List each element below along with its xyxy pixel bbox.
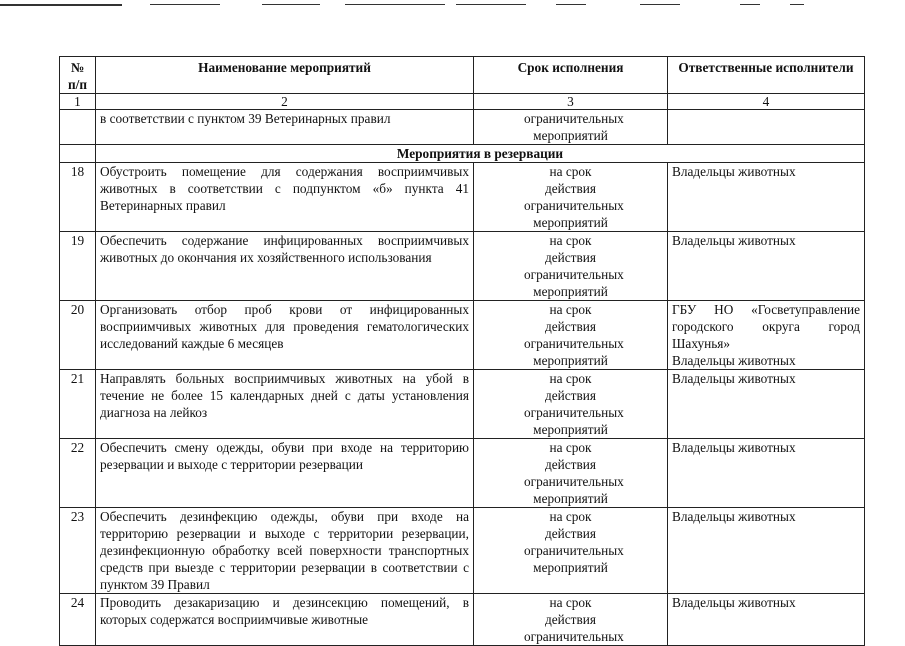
row-num: 23 [60, 508, 96, 594]
header-responsible: Ответственные исполнители [668, 57, 865, 94]
row-term: на срок действия ограничительных мероприятий [474, 370, 668, 439]
table-row [60, 301, 865, 370]
row-responsible: Владельцы животных [668, 232, 865, 301]
row-term: на срок действия ограничительных мероприятий [474, 301, 668, 370]
row-name: Проводить дезакаризацию и дезинсекцию помещений, в которых содержатся восприимчивые животные [96, 594, 474, 646]
row-responsible: Владельцы животных [668, 163, 865, 232]
column-index: 1 [60, 94, 96, 110]
row-responsible [668, 110, 865, 145]
row-num: 19 [60, 232, 96, 301]
header-name: Наименование мероприятий [96, 57, 474, 94]
table-row [60, 163, 865, 232]
row-num: 18 [60, 163, 96, 232]
row-name: Обеспечить дезинфекцию одежды, обуви при входе на территорию резервации и выходе с территории резервации, дезинфекционную обработку всей поверхности транспортных средств при выезде с территории резервации в соответствии с пунктом 39 Правил [96, 508, 474, 594]
table-header-row [60, 57, 865, 94]
row-term: на срок действия ограничительных мероприятий [474, 508, 668, 594]
column-index: 4 [668, 94, 865, 110]
row-name: в соответствии с пунктом 39 Ветеринарных правил [96, 110, 474, 145]
row-num [60, 110, 96, 145]
row-num: 24 [60, 594, 96, 646]
row-term: на срок действия ограничительных [474, 594, 668, 646]
table-row [60, 370, 865, 439]
table-row [60, 232, 865, 301]
header-term: Срок исполнения [474, 57, 668, 94]
row-name: Организовать отбор проб крови от инфицированных восприимчивых животных для проведения гематологических исследований каждые 6 месяцев [96, 301, 474, 370]
row-num: 20 [60, 301, 96, 370]
row-name: Обустроить помещение для содержания восприимчивых животных в соответствии с подпунктом «б» пункта 41 Ветеринарных правил [96, 163, 474, 232]
row-term: ограничительных мероприятий [474, 110, 668, 145]
row-num: 22 [60, 439, 96, 508]
table-row [60, 594, 865, 646]
column-index-row [60, 94, 865, 110]
row-responsible: Владельцы животных [668, 594, 865, 646]
section-num-cell [60, 145, 96, 163]
table-row [60, 110, 865, 145]
column-index: 2 [96, 94, 474, 110]
row-term: на срок действия ограничительных мероприятий [474, 439, 668, 508]
row-term: на срок действия ограничительных мероприятий [474, 163, 668, 232]
row-responsible: Владельцы животных [668, 508, 865, 594]
section-header-row [60, 145, 865, 163]
row-responsible [668, 301, 865, 370]
row-responsible: Владельцы животных [668, 439, 865, 508]
row-term: на срок действия ограничительных мероприятий [474, 232, 668, 301]
table-row [60, 439, 865, 508]
header-num: № п/п [60, 57, 96, 94]
row-name: Направлять больных восприимчивых животных на убой в течение не более 15 календарных дней с даты установления диагноза на лейкоз [96, 370, 474, 439]
measures-table [59, 56, 865, 646]
responsible-owners: Владельцы животных [672, 353, 796, 368]
row-name: Обеспечить содержание инфицированных восприимчивых животных до окончания их хозяйственного использования [96, 232, 474, 301]
section-title: Мероприятия в резервации [96, 145, 865, 163]
column-index: 3 [474, 94, 668, 110]
table-row [60, 508, 865, 594]
row-responsible: Владельцы животных [668, 370, 865, 439]
row-name: Обеспечить смену одежды, обуви при входе на территорию резервации и выходе с территории резервации [96, 439, 474, 508]
row-num: 21 [60, 370, 96, 439]
responsible-org: ГБУ НО «Госветуправление городского округа город Шахунья» [672, 302, 860, 351]
